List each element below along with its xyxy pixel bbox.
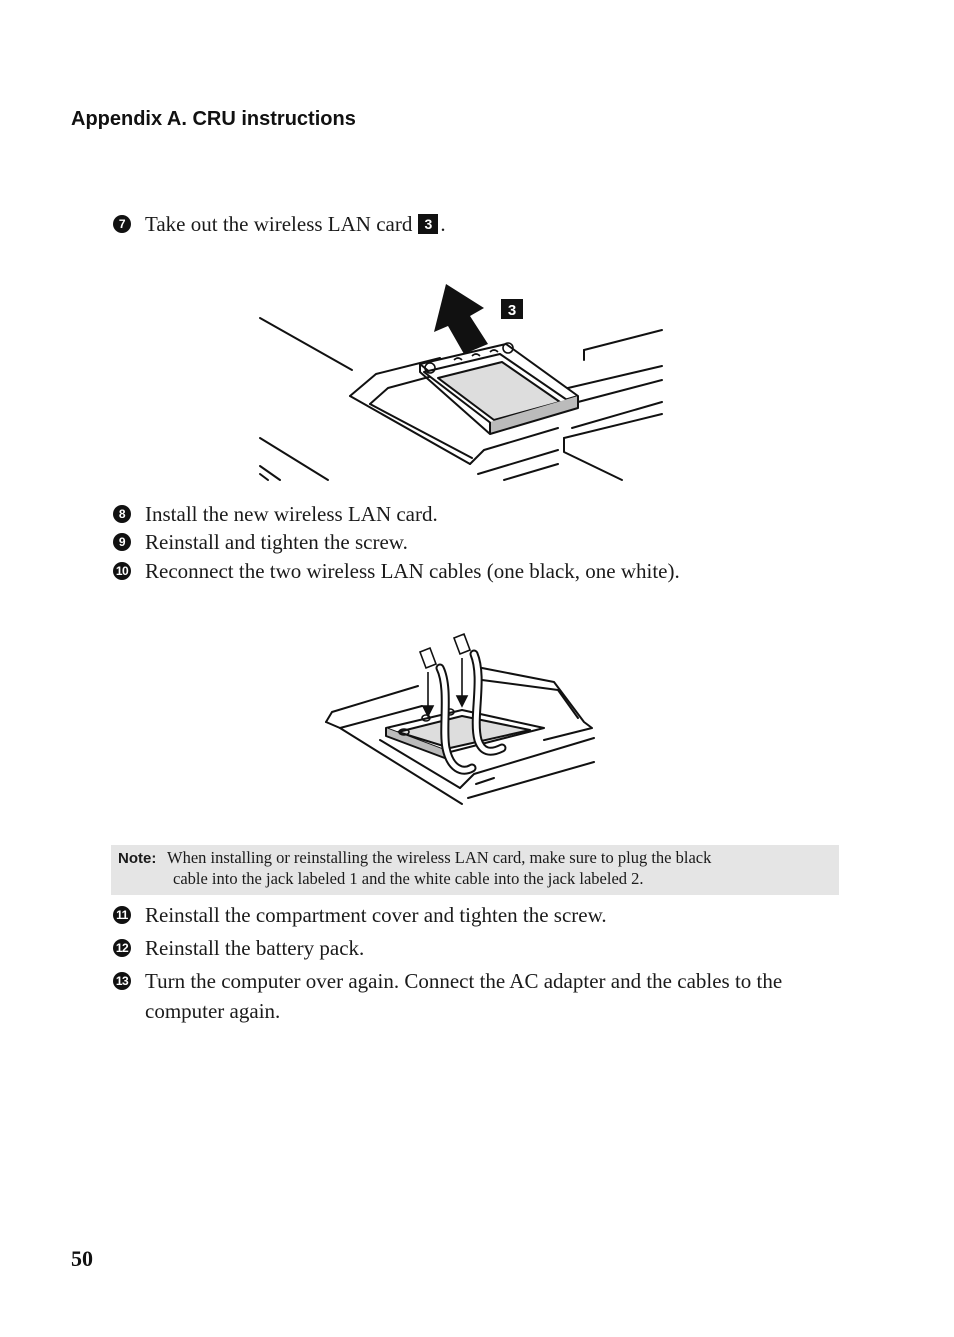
note-text-line-1: When installing or reinstalling the wireless LAN card, make sure to plug the black [167, 848, 712, 867]
step-text: Install the new wireless LAN card. [145, 502, 438, 526]
step-number: 7 [113, 215, 131, 233]
step-suffix: . [440, 212, 446, 236]
step-number: 12 [113, 939, 131, 957]
note-label: Note: [118, 850, 157, 867]
step-number: 11 [113, 906, 131, 924]
step-number: 13 [113, 972, 131, 990]
section-header: Appendix A. CRU instructions [71, 108, 356, 130]
page-number: 50 [71, 1246, 93, 1271]
step-text: Take out the wireless LAN card [145, 212, 413, 236]
remove-wlan-card-illustration [258, 278, 664, 482]
callout-marker: 3 [418, 214, 438, 234]
step-text: Turn the computer over again. Connect the AC adapter and the cables to the computer again. [145, 969, 783, 1023]
step-number: 8 [113, 505, 131, 523]
step-number: 10 [113, 562, 131, 580]
callout-3-label: 3 [507, 302, 517, 319]
step-text: Reconnect the two wireless LAN cables (one black, one white). [145, 559, 680, 583]
step-number: 9 [113, 533, 131, 551]
step-text: Reinstall and tighten the screw. [145, 530, 408, 554]
reconnect-cables-illustration [322, 628, 602, 808]
note-text-line-2: cable into the jack labeled 1 and the white cable into the jack labeled 2. [173, 869, 644, 888]
step-text: Reinstall the battery pack. [145, 936, 365, 960]
note-box [111, 845, 839, 895]
step-text: Reinstall the compartment cover and tighten the screw. [145, 903, 607, 927]
